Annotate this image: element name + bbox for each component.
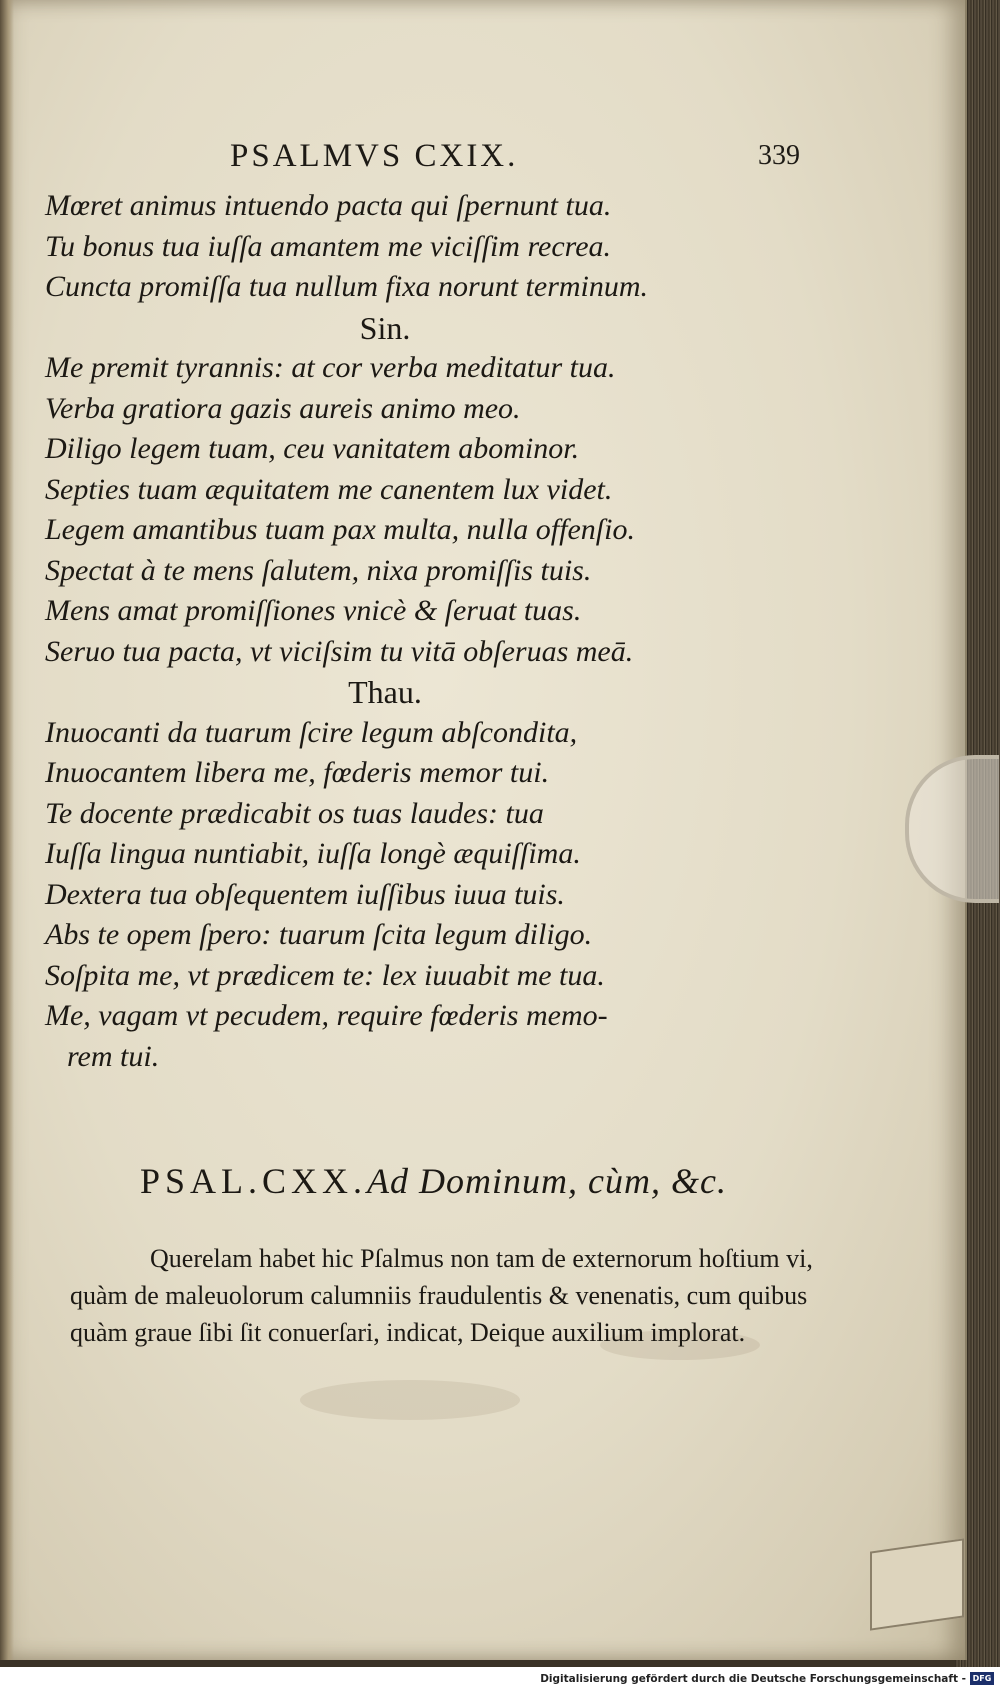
verse-list	[45, 186, 845, 1077]
dfg-logo: DFG	[970, 1672, 994, 1685]
page-gutter-shadow	[0, 0, 14, 1660]
psalm-incipit: Ad Dominum, cùm, &c.	[367, 1161, 727, 1201]
verse-line: Seruo tua pacta, vt viciſsim tu vitā obſeruas meā.	[45, 634, 634, 668]
verse-line: rem tui.	[67, 1039, 160, 1073]
verse-line: Soſpita me, vt prædicem te: lex iuuabit me tua.	[45, 958, 605, 992]
verse-line: Verba gratiora gazis aureis animo meo.	[45, 391, 521, 425]
page-number: 339	[758, 140, 800, 171]
verse-line: Me premit tyrannis: at cor verba meditatur tua.	[45, 351, 616, 384]
verse-line: Iuſſa lingua nuntiabit, iuſſa longè æquiſſima.	[45, 837, 581, 870]
verse-line: Mœret animus intuendo pacta qui ſpernunt tua.	[45, 189, 612, 222]
verse-line: Inuocantem libera me, fœderis memor tui.	[45, 756, 550, 789]
verse-line: Me, vagam vt pecudem, require fœderis memo-	[45, 999, 608, 1032]
verse-line: Tu bonus tua iuſſa amantem me viciſſim recrea.	[45, 229, 612, 263]
verse-line: Spectat à te mens ſalutem, nixa promiſſis tuis.	[45, 553, 592, 587]
verse-line: Inuocanti da tuarum ſcire legum abſcondita,	[45, 715, 578, 749]
section-heading: Thau.	[348, 674, 422, 710]
page-smudge	[300, 1380, 520, 1420]
page-corner-tab	[870, 1538, 964, 1630]
verse-line: Cuncta promiſſa tua nullum fixa norunt terminum.	[45, 270, 649, 303]
verse-line: Legem amantibus tuam pax multa, nulla offenſio.	[45, 513, 635, 546]
verse-line: Dextera tua obſequentem iuſſibus iuua tuis.	[45, 877, 565, 911]
psalm-number: PSAL.CXX.	[140, 1161, 368, 1201]
running-head	[200, 138, 820, 178]
argument-text: Querelam habet hic Pſalmus non tam de externorum hoſtium vi, quàm de maleuolorum calumniis fraudulentis & venenatis, cum quibus quàm graue ſibi ſit conuerſari, indicat, Deique auxilium implorat.	[70, 1244, 813, 1347]
verse-line: Diligo legem tuam, ceu vanitatem abominor.	[45, 432, 580, 465]
psalm-title	[140, 1160, 727, 1202]
footer-credit: Digitalisierung gefördert durch die Deutsche Forschungsgemeinschaft -	[540, 1673, 966, 1685]
section-heading: Sin.	[359, 309, 411, 346]
footer-bar	[0, 1667, 1000, 1689]
verse-line: Abs te opem ſpero: tuarum ſcita legum diligo.	[45, 918, 593, 951]
verse-line: Mens amat promiſſiones vnicè & ſeruat tuas.	[45, 594, 582, 627]
verse-line: Te docente prædicabit os tuas laudes: tua	[45, 796, 544, 830]
running-title: PSALMVS CXIX.	[230, 138, 519, 174]
verse-line: Septies tuam æquitatem me canentem lux videt.	[45, 472, 613, 506]
psalm-argument	[70, 1240, 830, 1351]
